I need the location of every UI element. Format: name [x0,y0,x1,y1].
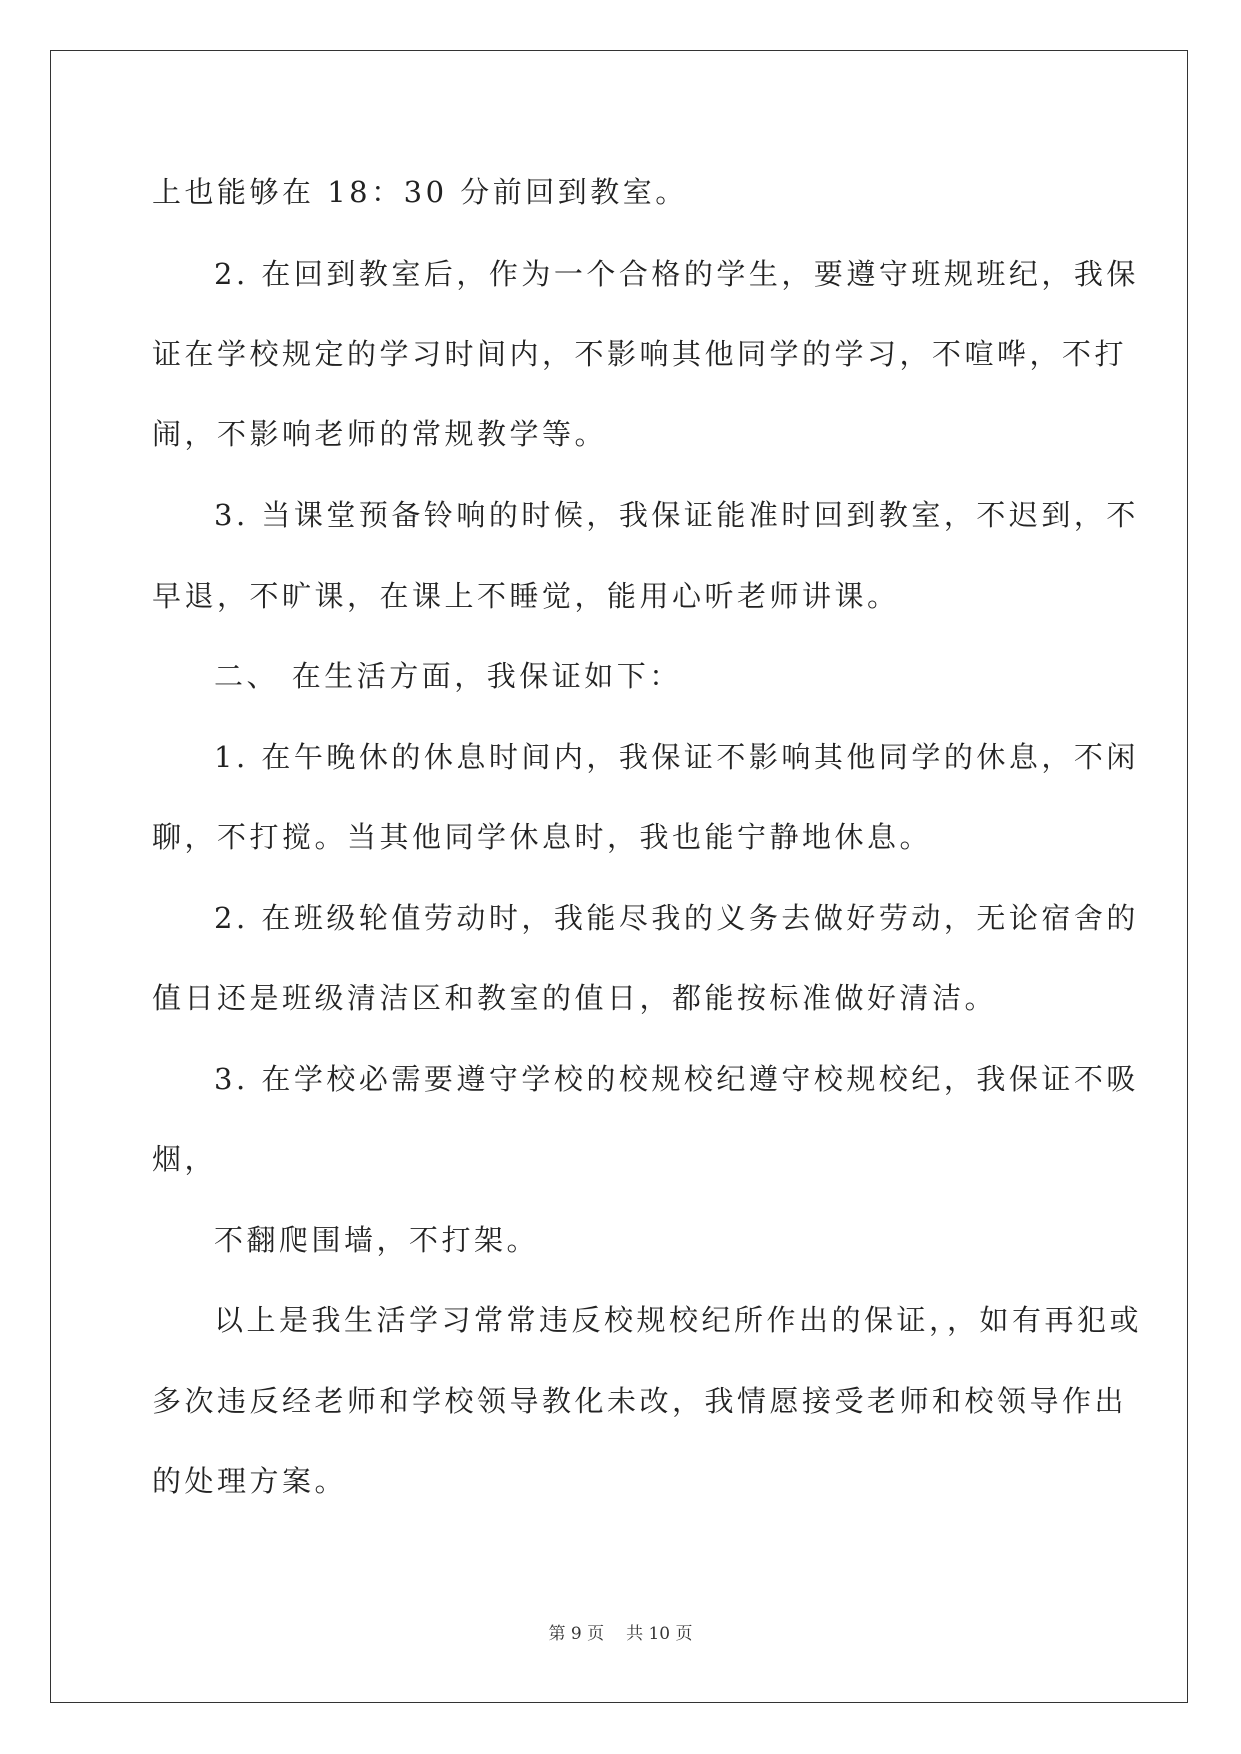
text-line: 1. 在午晚休的休息时间内，我保证不影响其他同学的休息，不闲 [214,740,1139,774]
text-line: 的处理方案。 [152,1464,348,1498]
text-line: 以上是我生活学习常常违反校规校纪所作出的保证，，如有再犯或 [214,1303,1143,1337]
page-frame [50,50,1188,1703]
page-total: 共 10 页 [626,1624,693,1644]
text-line: 3. 在学校必需要遵守学校的校规校纪遵守校规校纪，我保证不吸 [214,1062,1139,1096]
text-line: 多次违反经老师和学校领导教化未改，我情愿接受老师和校领导作出 [152,1384,1128,1418]
text-line: 聊，不打搅。当其他同学休息时，我也能宁静地休息。 [152,820,933,854]
text-line: 2. 在回到教室后，作为一个合格的学生，要遵守班规班纪，我保 [214,257,1139,291]
text-line: 上也能够在 18：30 分前回到教室。 [152,175,688,209]
text-line: 闹，不影响老师的常规教学等。 [152,417,608,451]
text-line: 2. 在班级轮值劳动时，我能尽我的义务去做好劳动，无论宿舍的 [214,901,1139,935]
section-heading: 二、 在生活方面，我保证如下： [214,659,682,693]
text-line: 早退，不旷课，在课上不睡觉，能用心听老师讲课。 [152,579,900,613]
text-line: 3. 当课堂预备铃响的时候，我保证能准时回到教室，不迟到，不 [214,498,1139,532]
text-line: 证在学校规定的学习时间内，不影响其他同学的学习，不喧哗，不打 [152,337,1128,371]
page-footer [0,1622,1241,1646]
text-line: 烟， [152,1142,218,1176]
page-number: 第 9 页 [548,1624,605,1644]
text-line: 不翻爬围墙，不打架。 [214,1223,540,1257]
text-line: 值日还是班级清洁区和教室的值日，都能按标准做好清洁。 [152,981,998,1015]
